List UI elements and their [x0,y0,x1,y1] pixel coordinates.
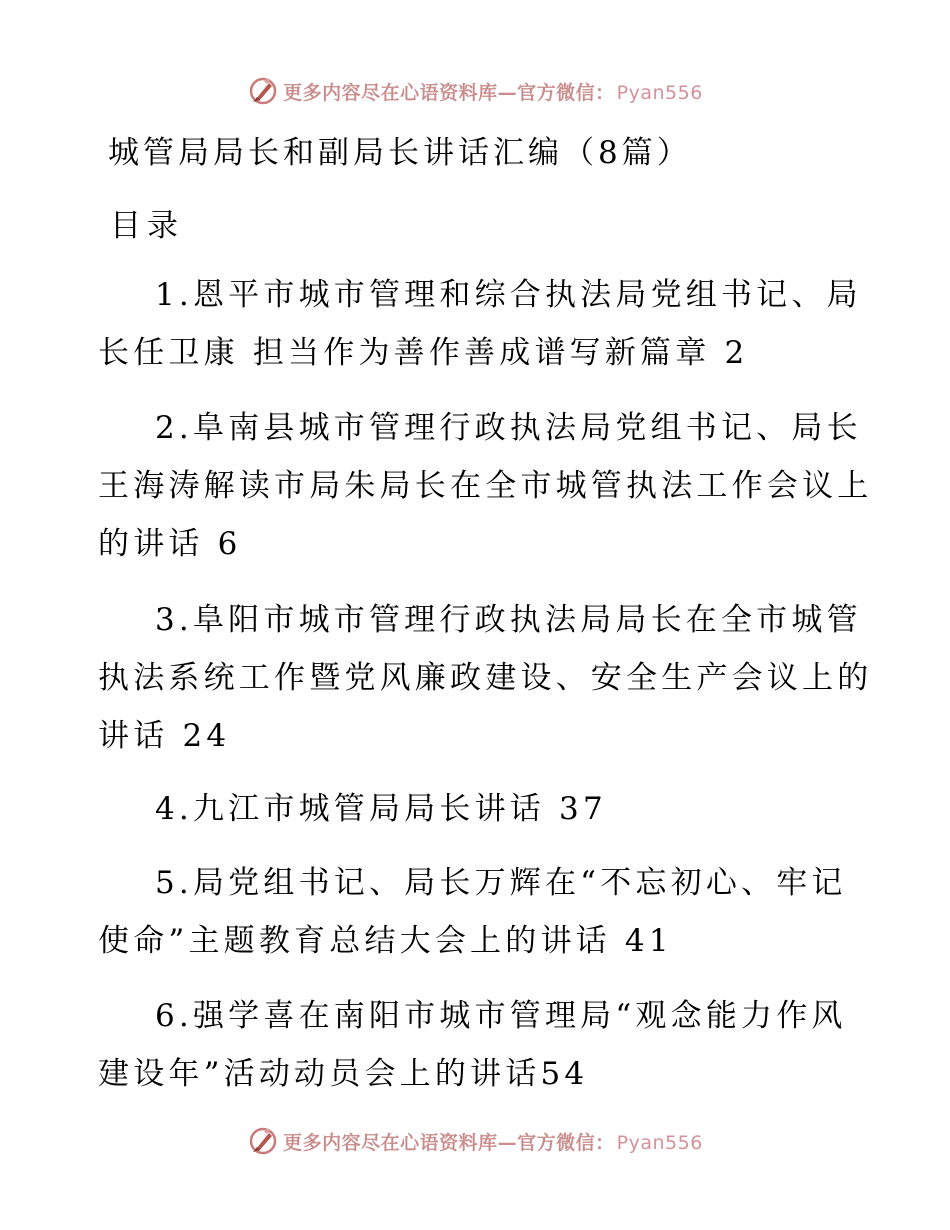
watermark-text: 更多内容尽在心语资料库—官方微信： Pyan556 [283,81,703,104]
watermark-text: 更多内容尽在心语资料库—官方微信： Pyan556 [283,1131,703,1154]
toc-entry-line: 6.强学喜在南阳市城市管理局“观念能力作风 [155,998,847,1034]
feather-pen-logo-icon [247,1125,279,1157]
toc-entry-line: 讲话 24 [98,718,231,754]
watermark-wechat-id: Pyan556 [616,81,703,104]
toc-entry-line: 王海涛解读市局朱局长在全市城管执法工作会议上 [98,468,873,504]
header-watermark [0,71,950,111]
toc-entry-line: 1.恩平市城市管理和综合执法局党组书记、局 [155,277,862,313]
toc-entry-line: 使命”主题教育总结大会上的讲话 41 [98,923,673,959]
footer-watermark [0,1121,950,1161]
toc-entry-line: 4.九江市城管局局长讲话 37 [155,791,607,827]
toc-entry-line: 3.阜阳市城市管理行政执法局局长在全市城管 [155,602,862,638]
watermark-wechat-id: Pyan556 [616,1131,703,1154]
toc-heading: 目录 [110,208,184,244]
toc-entry-line: 建设年”活动动员会上的讲话54 [98,1056,589,1092]
toc-entry-line: 5.局党组书记、局长万辉在“不忘初心、牢记 [155,865,847,901]
toc-entry-line: 执法系统工作暨党风廉政建设、安全生产会议上的 [98,660,873,696]
feather-pen-logo-icon [247,75,279,107]
toc-entry-line: 2.阜南县城市管理行政执法局党组书记、局长 [155,410,862,446]
toc-entry-line: 长任卫康 担当作为善作善成谱写新篇章 2 [98,335,749,371]
toc-entry-line: 的讲话 6 [98,526,242,562]
document-title: 城管局局长和副局长讲话汇编（8篇） [108,135,692,171]
